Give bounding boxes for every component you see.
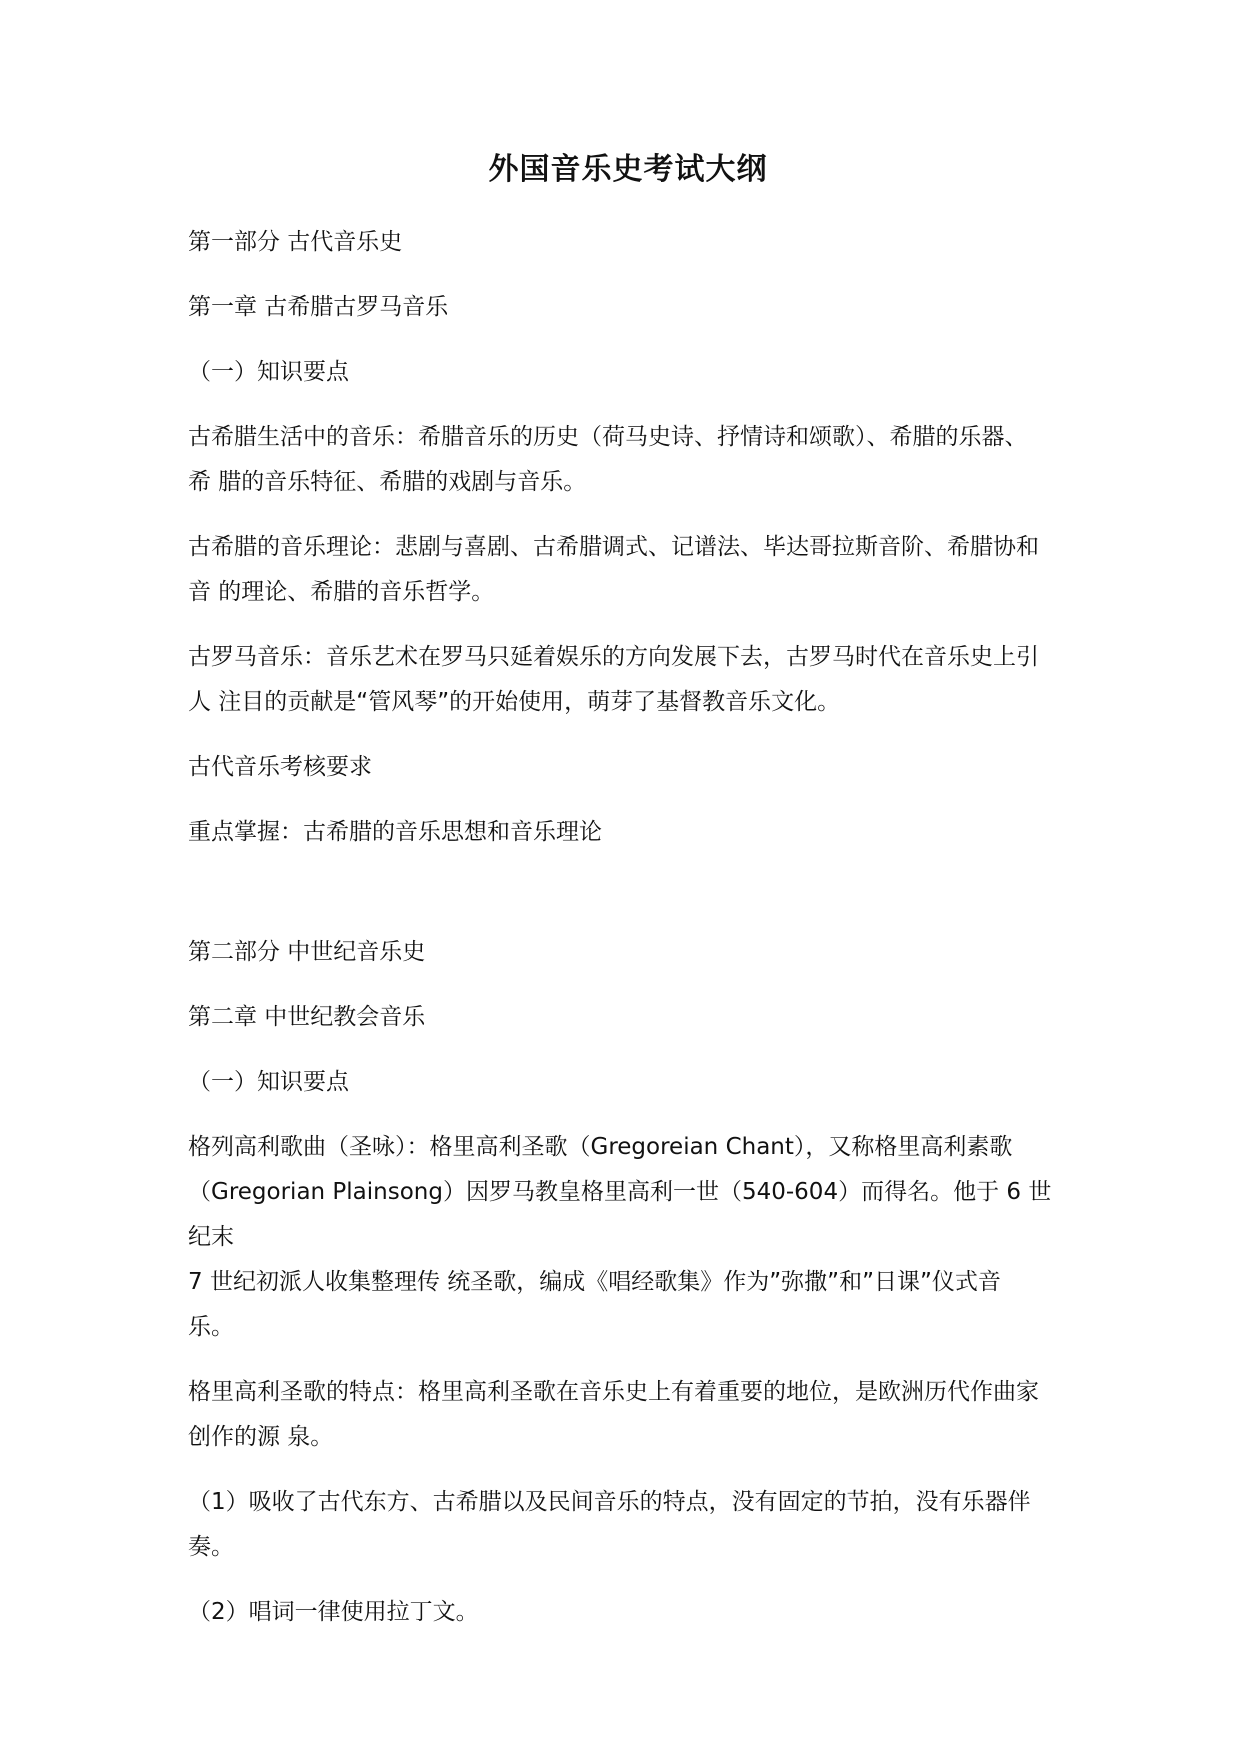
text-line: 格里高利圣歌的特点：格里高利圣歌在音乐史上有着重要的地位，是欧洲历代作曲家 bbox=[188, 1379, 1039, 1405]
part2-heading: 第二部分 中世纪音乐史 bbox=[188, 939, 426, 965]
text-line: 古希腊的音乐理论：悲剧与喜剧、古希腊调式、记谱法、毕达哥拉斯音阶、希腊协和 bbox=[188, 534, 1039, 560]
text-line: 创作的源 泉。 bbox=[188, 1424, 334, 1450]
document-title: 外国音乐史考试大纲 bbox=[488, 152, 768, 187]
feature-item-1: （1）吸收了古代东方、古希腊以及民间音乐的特点，没有固定的节拍，没有乐器伴奏。 bbox=[188, 1489, 1031, 1560]
part1-heading: 第一部分 古代音乐史 bbox=[188, 229, 403, 255]
paragraph-gregorian-chant bbox=[188, 1125, 1068, 1350]
knowledge-points-heading-2: （一）知识要点 bbox=[188, 1069, 349, 1095]
paragraph-roman-music bbox=[188, 635, 1068, 725]
text-line: 7 世纪初派人收集整理传 统圣歌，编成《唱经歌集》作为”弥撒”和”日课”仪式音 bbox=[188, 1269, 1001, 1295]
paragraph-greek-life-music bbox=[188, 415, 1068, 505]
text-line: 格列高利歌曲（圣咏）：格里高利圣歌（Gregoreian Chant），又称格里高利素歌 bbox=[188, 1134, 1013, 1160]
knowledge-points-heading-1: （一）知识要点 bbox=[188, 359, 349, 385]
chapter1-heading: 第一章 古希腊古罗马音乐 bbox=[188, 294, 449, 320]
focus-points: 重点掌握：古希腊的音乐思想和音乐理论 bbox=[188, 819, 602, 845]
feature-item-2: （2）唱词一律使用拉丁文。 bbox=[188, 1599, 479, 1625]
ancient-music-requirements: 古代音乐考核要求 bbox=[188, 754, 372, 780]
paragraph-greek-music-theory bbox=[188, 525, 1068, 615]
chapter2-heading: 第二章 中世纪教会音乐 bbox=[188, 1004, 426, 1030]
text-line: （Gregorian Plainsong）因罗马教皇格里高利一世（540-604）而得名。他于 6 世纪末 bbox=[188, 1179, 1052, 1250]
paragraph-gregorian-features bbox=[188, 1370, 1068, 1460]
text-line: 古罗马音乐：音乐艺术在罗马只延着娱乐的方向发展下去，古罗马时代在音乐史上引 bbox=[188, 644, 1039, 670]
text-line: 人 注目的贡献是“管风琴”的开始使用，萌芽了基督教音乐文化。 bbox=[188, 689, 841, 715]
text-line: 音 的理论、希腊的音乐哲学。 bbox=[188, 579, 495, 605]
text-line: 乐。 bbox=[188, 1314, 234, 1340]
text-line: 希 腊的音乐特征、希腊的戏剧与音乐。 bbox=[188, 469, 587, 495]
text-line: 古希腊生活中的音乐：希腊音乐的历史（荷马史诗、抒情诗和颂歌）、希腊的乐器、 bbox=[188, 424, 1028, 450]
document-body bbox=[188, 150, 1068, 1655]
